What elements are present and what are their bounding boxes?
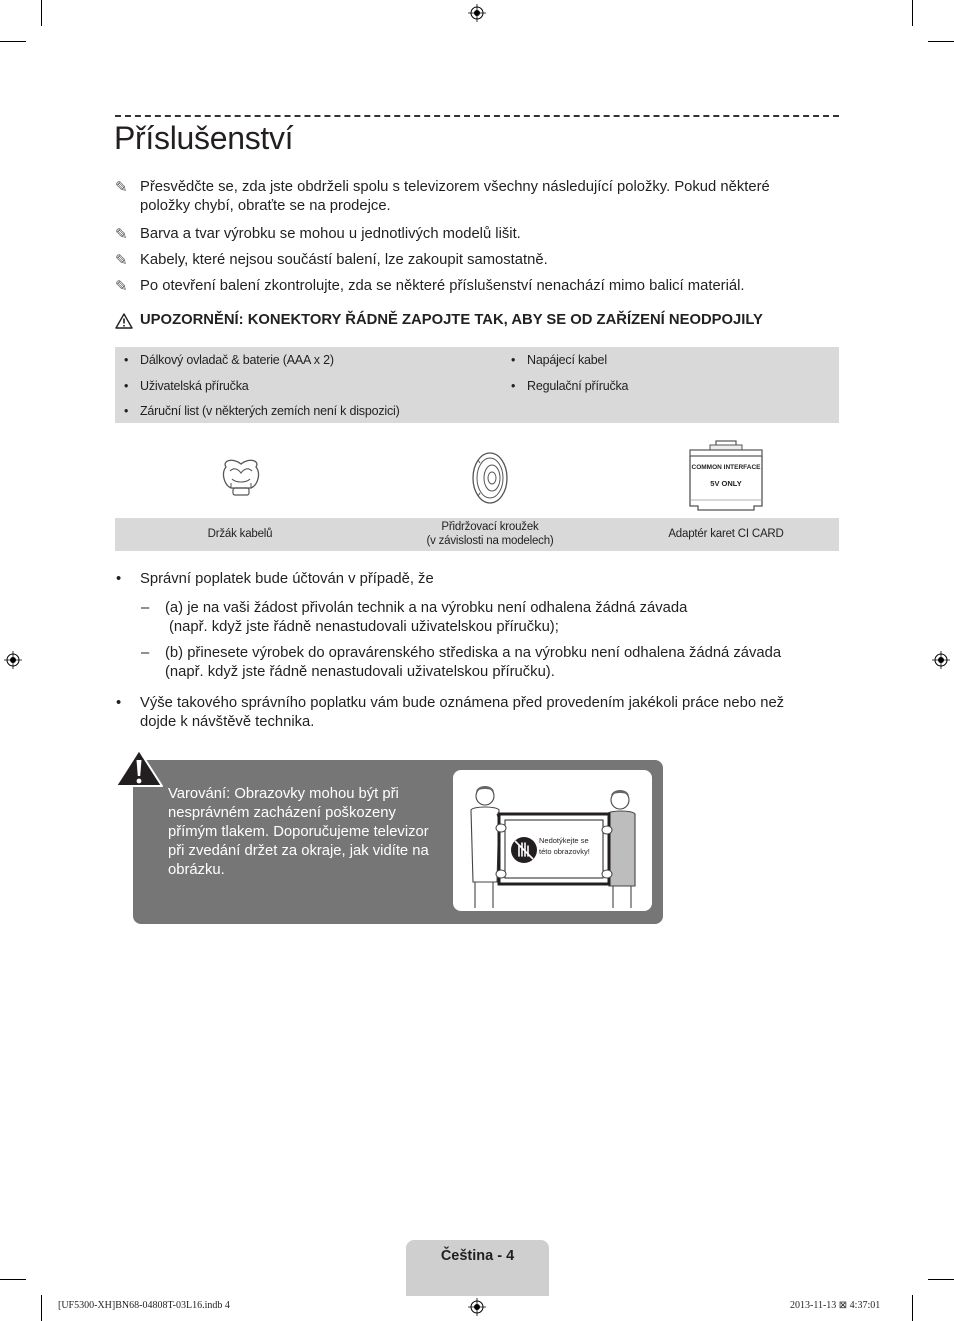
registration-mark-icon: [468, 4, 486, 22]
caption-ci-card-adapter: Adaptér karet CI CARD: [668, 528, 784, 540]
crop-mark: [0, 1279, 26, 1280]
caption-holder-ring-line2: (v závislosti na modelech): [426, 535, 554, 547]
tv-sign-line2: této obrazovky!: [539, 847, 590, 856]
ci-label-bottom: 5V ONLY: [710, 479, 742, 488]
ci-label-top: COMMON INTERFACE: [691, 464, 761, 471]
crop-mark: [928, 1279, 954, 1280]
ci-card-adapter-icon: [686, 440, 766, 512]
caution-triangle-icon: [115, 313, 133, 329]
note-text: Kabely, které nejsou součástí balení, lze zakoupit samostatně.: [140, 252, 548, 268]
page-number-tab: [406, 1240, 549, 1296]
caption-holder-ring-line1: Přidržovací kroužek: [441, 521, 539, 533]
crop-mark: [0, 41, 26, 42]
registration-mark-icon: [4, 651, 22, 669]
ci-card-adapter-image: [686, 440, 766, 512]
warning-triangle-icon: [114, 748, 164, 788]
caption-cable-holder: Držák kabelů: [207, 528, 273, 540]
crop-mark: [41, 0, 42, 26]
pencil-note-icon: ✎: [115, 252, 128, 269]
crop-mark: [912, 0, 913, 26]
pencil-note-icon: ✎: [115, 278, 128, 295]
crop-mark: [928, 41, 954, 42]
holder-ring-icon: [470, 451, 510, 505]
registration-mark-icon: [468, 1298, 486, 1316]
cable-holder-icon: [218, 455, 264, 501]
print-slug-file: [UF5300-XH]BN68-04808T-03L16.indb 4: [58, 1300, 230, 1311]
print-slug-date: 2013-11-13 ⊠ 4:37:01: [790, 1300, 881, 1311]
crop-mark: [912, 1295, 913, 1321]
crop-mark: [41, 1295, 42, 1321]
title-dashed-rule: [115, 115, 839, 117]
note-text: Po otevření balení zkontrolujte, zda se některé příslušenství nenachází mimo balicí materiál.: [140, 278, 745, 294]
tv-sign-line1: Nedotýkejte se: [539, 836, 589, 845]
pencil-note-icon: ✎: [115, 179, 128, 196]
tv-handling-illustration: [453, 770, 652, 911]
page-number: Čeština - 4: [440, 1248, 515, 1264]
note-text: Přesvědčte se, zda jste obdrželi spolu s televizorem všechny následující položky. Pokud některé položky chybí, obraťte se na prodejce.: [140, 179, 770, 214]
caution-text: UPOZORNĚNÍ: KONEKTORY ŘÁDNĚ ZAPOJTE TAK, ABY SE OD ZAŘÍZENÍ NEODPOJILY: [140, 312, 763, 328]
warning-text: Varování: Obrazovky mohou být při nesprávném zacházení poškozeny přímým tlakem. Doporučujeme televizor při zvedání držet za okraje, jak vidíte na obrázku.: [168, 786, 429, 878]
page-title: Příslušenství: [114, 120, 294, 156]
pencil-note-icon: ✎: [115, 226, 128, 243]
registration-mark-icon: [932, 651, 950, 669]
note-text: Barva a tvar výrobku se mohou u jednotlivých modelů lišit.: [140, 226, 521, 242]
